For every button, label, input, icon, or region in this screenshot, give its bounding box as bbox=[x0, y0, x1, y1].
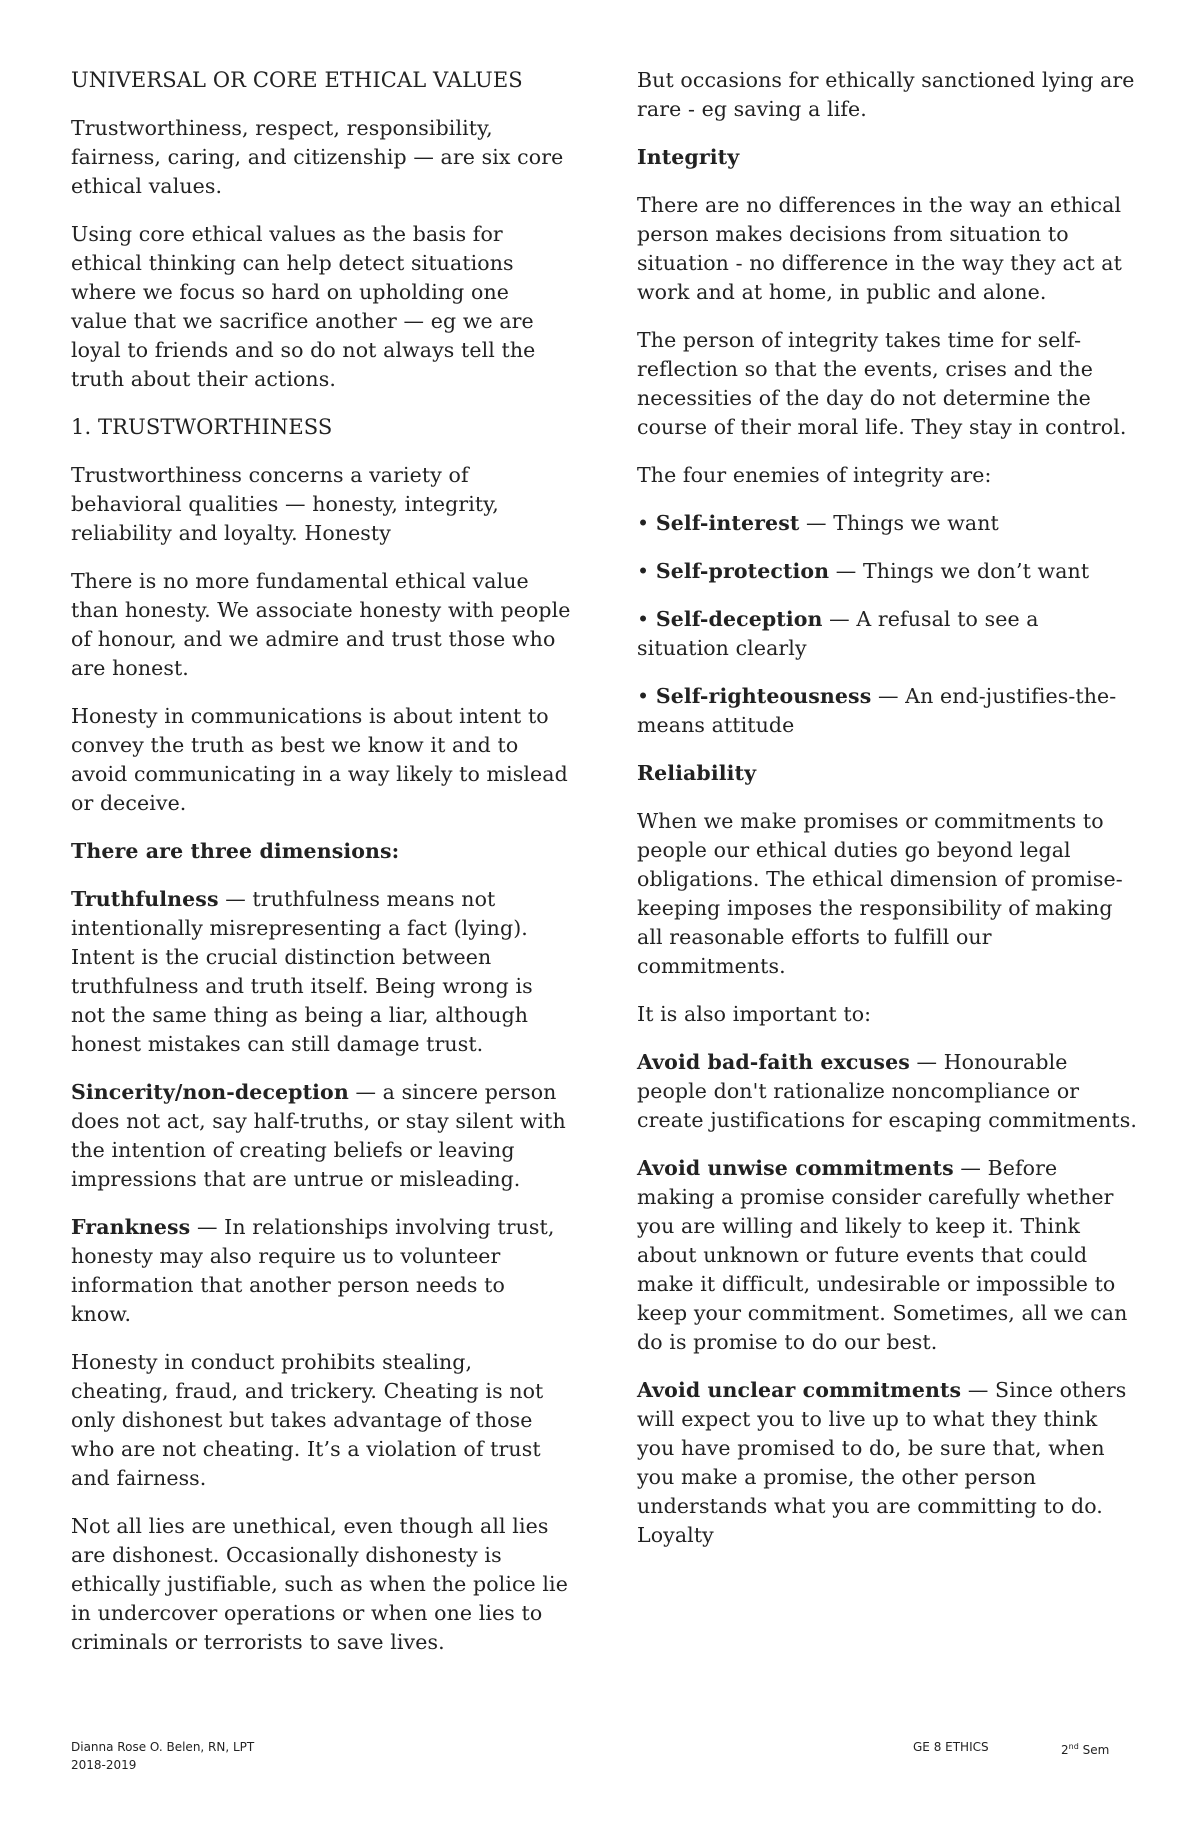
enemy-text: — Things we want bbox=[799, 511, 999, 535]
sincerity-term: Sincerity/non-deception bbox=[71, 1080, 349, 1104]
semester-number: 2 bbox=[1061, 1743, 1069, 1757]
truthfulness-text: — truthfulness means not intentionally misrepresenting a fact (lying). Intent is the crucial distinction between truthfulness and truth itself. Being wrong is not the same thing as being a liar, although honest mistakes can still damage trust. bbox=[71, 887, 533, 1056]
bullet: • bbox=[637, 511, 656, 535]
bullet: • bbox=[637, 684, 656, 708]
enemy-list-item bbox=[637, 605, 1137, 663]
honesty-communications-paragraph: Honesty in communications is about intent to convey the truth as best we know it and to avoid communicating in a way likely to mislead or deceive. bbox=[71, 704, 568, 815]
enemy-list-item bbox=[637, 509, 1137, 538]
truthfulness-paragraph bbox=[71, 885, 571, 1059]
left-column bbox=[71, 66, 571, 1676]
avoid-unwise-text: — Before making a promise consider carefully whether you are willing and likely to keep it. Think about unknown or future events that could make it difficult, undesirable or impossible to keep your commitment. Sometimes, all we can do is promise to do our best. bbox=[637, 1156, 1128, 1354]
footer-author: Dianna Rose O. Belen, RN, LPT bbox=[71, 1740, 255, 1754]
bullet: • bbox=[637, 559, 656, 583]
enemy-term: Self-interest bbox=[655, 511, 800, 535]
enemy-list-item bbox=[637, 682, 1137, 740]
truthfulness-term: Truthfulness bbox=[71, 887, 219, 911]
sanctioned-lying-paragraph: But occasions for ethically sanctioned lying are rare - eg saving a life. bbox=[637, 68, 1135, 121]
footer-year: 2018-2019 bbox=[71, 1758, 137, 1772]
sincerity-paragraph bbox=[71, 1078, 571, 1194]
lies-paragraph: Not all lies are unethical, even though all lies are dishonest. Occasionally dishonesty is ethically justifiable, such as when the police lie in undercover operations or when one lies to criminals or terrorists to save lives. bbox=[71, 1514, 568, 1654]
avoid-unclear-term: Avoid unclear commitments bbox=[637, 1378, 962, 1402]
avoid-unwise-paragraph bbox=[637, 1154, 1137, 1357]
reliability-heading: Reliability bbox=[637, 761, 757, 785]
avoid-unclear-paragraph bbox=[637, 1376, 1137, 1550]
frankness-term: Frankness bbox=[71, 1215, 191, 1239]
avoid-unwise-term: Avoid unwise commitments bbox=[637, 1156, 954, 1180]
frankness-text: — In relationships involving trust, honesty may also require us to volunteer information that another person needs to know. bbox=[71, 1215, 555, 1326]
frankness-paragraph bbox=[71, 1213, 571, 1329]
enemy-text: — An end-justifies-the-means attitude bbox=[637, 684, 1117, 737]
enemies-intro: The four enemies of integrity are: bbox=[637, 463, 992, 487]
trustworthiness-paragraph: Trustworthiness concerns a variety of behavioral qualities — honesty, integrity, reliability and loyalty. Honesty bbox=[71, 463, 499, 545]
enemy-term: Self-protection bbox=[655, 559, 830, 583]
right-column bbox=[637, 66, 1137, 1569]
avoid-bad-faith-term: Avoid bad-faith excuses bbox=[637, 1050, 910, 1074]
core-values-paragraph: Using core ethical values as the basis for ethical thinking can help detect situations where we focus so hard on upholding one value that we sacrifice another — eg we are loyal to friends and so do not always tell the truth about their actions. bbox=[71, 222, 536, 391]
avoid-unclear-text: — Since others will expect you to live up to what they think you have promised to do, be sure that, when you make a promise, the other person understands what you are committing to do. Loyalty bbox=[637, 1378, 1127, 1547]
sincerity-text: — a sincere person does not act, say half-truths, or stay silent with the intention of creating beliefs or leaving impressions that are untrue or misleading. bbox=[71, 1080, 566, 1191]
enemy-term: Self-righteousness bbox=[655, 684, 872, 708]
footer-author-block bbox=[71, 1738, 254, 1774]
integrity-paragraph: There are no differences in the way an ethical person makes decisions from situation to situation - no difference in the way they act at work and at home, in public and alone. bbox=[637, 193, 1122, 304]
avoid-bad-faith-paragraph bbox=[637, 1048, 1137, 1135]
important-intro: It is also important to: bbox=[637, 1002, 872, 1026]
footer-semester bbox=[1061, 1738, 1109, 1759]
intro-paragraph: Trustworthiness, respect, responsibility, fairness, caring, and citizenship — are six core ethical values. bbox=[71, 116, 564, 198]
footer-course: GE 8 ETHICS bbox=[913, 1740, 989, 1754]
honesty-paragraph: There is no more fundamental ethical value than honesty. We associate honesty with people of honour, and we admire and trust those who are honest. bbox=[71, 569, 571, 680]
page-title: UNIVERSAL OR CORE ETHICAL VALUES bbox=[71, 68, 523, 92]
section-trustworthiness-heading: 1. TRUSTWORTHINESS bbox=[71, 415, 333, 439]
semester-label: Sem bbox=[1078, 1743, 1110, 1757]
honesty-conduct-paragraph: Honesty in conduct prohibits stealing, cheating, fraud, and trickery. Cheating is not only dishonest but takes advantage of those who are not cheating. It’s a violation of trust and fairness. bbox=[71, 1350, 544, 1490]
enemy-text: — A refusal to see a situation clearly bbox=[637, 607, 1039, 660]
dimensions-heading: There are three dimensions: bbox=[71, 839, 400, 863]
reliability-paragraph: When we make promises or commitments to people our ethical duties go beyond legal obligations. The ethical dimension of promise-keeping imposes the responsibility of making all reasonable efforts to fulfill our commitments. bbox=[637, 809, 1123, 978]
integrity-heading: Integrity bbox=[637, 145, 740, 169]
enemy-list-item bbox=[637, 557, 1137, 586]
bullet: • bbox=[637, 607, 656, 631]
self-reflection-paragraph: The person of integrity takes time for self-reflection so that the events, crises and the necessities of the day do not determine the course of their moral life. They stay in control. bbox=[637, 328, 1127, 439]
avoid-bad-faith-text: — Honourable people don't rationalize noncompliance or create justifications for escaping commitments. bbox=[637, 1050, 1137, 1132]
enemy-text: — Things we don’t want bbox=[829, 559, 1090, 583]
semester-suffix: nd bbox=[1068, 1742, 1079, 1751]
enemy-term: Self-deception bbox=[655, 607, 823, 631]
